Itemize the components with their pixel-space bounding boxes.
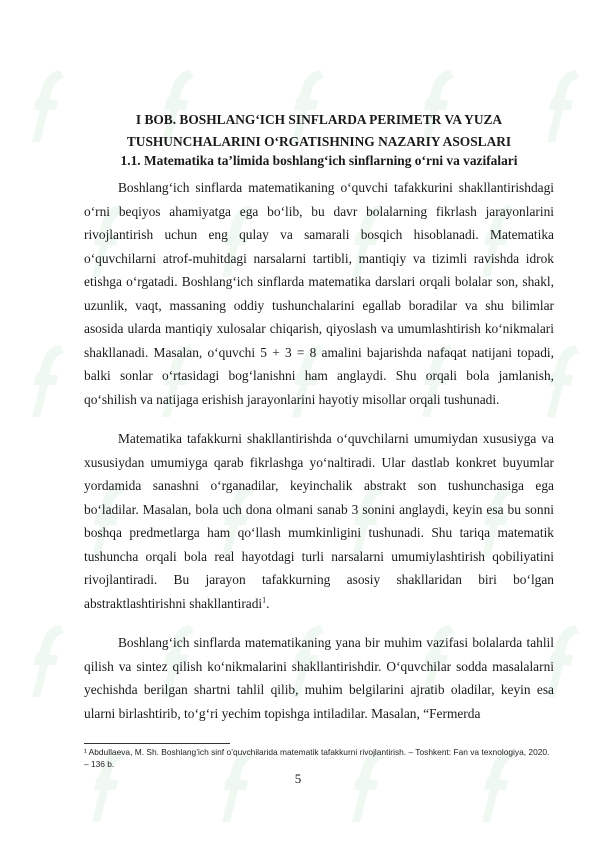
paragraph-2: Matematika tafakkurni shakllantirishda o‘quvchilarni umumiydan xususiyga va xususiydan umumiyga qarab fikrlashga yo‘naltiradi. Ular dastlab konkret buyumlar yordamida sanashni o‘rganadilar, keyinchalik abstrakt son tushunchasiga ega bo‘ladilar. Masalan, bola uch dona olmani sanab 3 sonini anglaydi, keyin esa bu sonni boshqa predmetlarga ham qo‘llash mumkinligini tushunadi. Shu tariqa matematik tushuncha orqali bola real hayotdagi turli narsalarni umumiylashtirish qobiliyatini rivojlantiradi. Bu jarayon tafakkurning asosiy shakllaridan biri bo‘lgan abstraktlashtirishni shakllantiradi$^1$. bbox=[84, 431, 554, 611]
footnote: ¹ Abdullaeva, M. Sh. Boshlang’ich sinf o’quvchilarida matematik tafakkurni rivojlantirish. – Toshkent: Fan va texnologiya, 2020. – 136 b. bbox=[84, 747, 550, 769]
page-number: 5 bbox=[294, 771, 302, 786]
footnote-divider bbox=[84, 743, 230, 744]
chapter-title: I BOB. BOSHLANG‘ICH SINFLARDA PERIMETR VA YUZA TUSHUNCHALARINI O‘RGATISHNING NAZARIY ASOSLARI bbox=[126, 112, 512, 149]
paragraph-2-text: Matematika tafakkurni shakllantirishda o‘quvchilarni umumiydan xususiyga va xususiydan umumiyga qarab fikrlashga yo‘naltiradi. Ular dastlab konkret buyumlar yordamida sanashni o‘rganadilar, keyinchalik abstrakt son tushunchasiga ega bo‘ladilar. Masalan, bola uch dona olmani sanab 3 sonini anglaydi, keyin esa bu sonni boshqa predmetlarga ham qo‘llash mumkinligini tushunadi. Shu tariqa matematik tushuncha orqali bola real hayotdagi turli narsalarni umumiylashtirish qobiliyatini rivojlantiradi. Bu jarayon tafakkurning asosiy shakllaridan biri bo‘lgan abstraktlashtirishni shakllantiradi bbox=[84, 431, 554, 611]
footnote-marker[interactable]: 1 bbox=[262, 595, 267, 605]
paragraph-1: Boshlang‘ich sinflarda matematikaning o‘quvchi tafakkurini shakllantirishdagi o‘rni beqiyos ahamiyatga ega bo‘lib, bu davr bolalarning fikrlash jarayonlarini rivojlantirish uchun eng qulay va samarali bosqich hisoblanadi. Matematika o‘quvchilarni atrof-muhitdagi narsalarni tartibli, mantiqiy va tizimli ravishda idrok etishga o‘rgatadi. Boshlang‘ich sinflarda matematika darslari orqali bolalar son, shakl, uzunlik, vaqt, massaning oddiy tushunchalarini egallab boradilar va shu bilimlar asosida ularda mantiqiy xulosalar chiqarish, qiyoslash va umumlashtirish ko‘nikmalari shakllanadi. Masalan, o‘quvchi 5 + 3 = 8 amalini bajarishda nafaqat natijani topadi, balki sonlar o‘rtasidagi bog‘lanishni ham anglaydi. Shu orqali bola jamlanish, qo‘shilish va natijaga erishish jarayonlarini hayotiy misollar orqali tushunadi. bbox=[84, 180, 554, 407]
section-title: 1.1. Matematika ta’limida boshlang‘ich sinflarning o‘rni va vazifalari bbox=[120, 153, 518, 168]
paragraph-3: Boshlang‘ich sinflarda matematikaning yana bir muhim vazifasi bolalarda tahlil qilish va sintez qilish ko‘nikmalarini shakllantirishdir. O‘quvchilar sodda masalalarni yechishda berilgan shartni tahlil qilib, muhim belgilarini ajratib oladilar, keyin esa ularni birlashtirib, to‘g‘ri yechim topishga intiladilar. Masalan, “Fermerda bbox=[84, 635, 554, 721]
